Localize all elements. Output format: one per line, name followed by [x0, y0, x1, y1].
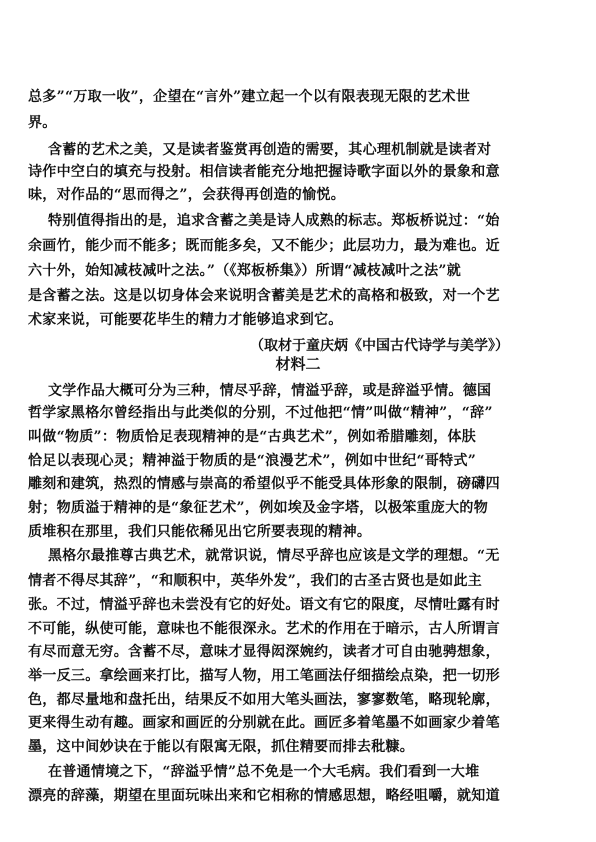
text-line: 情者不得尽其辞”，“和顺积中，英华外发”，我们的古圣古贤也是如此主	[28, 573, 483, 589]
text-line: 六十外，始知减枝减叶之法。”（《郑板桥集》）所谓“减枝减叶之法”就	[28, 263, 462, 279]
text-line: 是含蓄之法。这是以切身体会来说明含蓄美是艺术的高格和极致，对一个艺	[28, 288, 500, 304]
text-line: 界。	[28, 115, 57, 131]
text-line: 在普通情境之下，“辞溢乎情”总不免是一个大毛病。我们看到一大堆	[48, 764, 480, 780]
text-line: 叫做“物质”：物质恰足表现精神的是“古典艺术”，例如希腊雕刻，体肤	[28, 429, 477, 445]
text-line: 墨，这中间妙诀在于能以有限寓无限，抓住精要而排去秕糠。	[28, 739, 415, 755]
text-line: 更来得生动有趣。画家和画匠的分别就在此。画匠多着笔墨不如画家少着笔	[28, 715, 500, 731]
text-line: 有尽而意无穷。含蓄不尽，意味才显得闳深婉约，读者才可自由驰骋想象，	[28, 644, 500, 660]
text-line: 射；物质溢于精神的是“象征艺术”，例如埃及金字塔，以极笨重庞大的物	[28, 500, 489, 516]
text-line: 恰足以表现心灵；精神溢于物质的是“浪漫艺术”，例如中世纪“哥特式”	[28, 453, 477, 469]
text-line: 特别值得指出的是，追求含蓄之美是诗人成熟的标志。郑板桥说过：“始	[48, 213, 500, 229]
text-line: 味，对作品的“思而得之”，会获得再创造的愉悦。	[28, 187, 346, 203]
text-line: 质堆积在那里，我们只能依稀见出它所要表现的精神。	[28, 524, 372, 540]
text-line: 漂亮的辞藻，期望在里面玩味出来和它相称的情感思想，略经咀嚼，就知道	[28, 788, 500, 804]
text-line: 余画竹，能少而不能多；既而能多矣，又不能少；此层功力，最为难也。近	[28, 238, 500, 254]
source-note: （取材于童庆炳《中国古代诗学与美学》）	[250, 338, 509, 354]
text-line: 总多”“万取一收”，企望在“言外”建立起一个以有限表现无限的艺术世	[28, 89, 471, 105]
text-line: 不可能，纵使可能，意味也不能很深永。艺术的作用在于暗示，古人所谓言	[28, 621, 500, 637]
text-line: 黑格尔最推尊古典艺术，就常识说，情尽乎辞也应该是文学的理想。“无	[48, 548, 500, 564]
text-line: 哲学家黑格尔曾经指出与此类似的分别，不过他把“情”叫做“精神”，“辞”	[28, 405, 493, 421]
text-line: 色，都尽量地和盘托出，结果反不如用大笔头画法，寥寥数笔，略现轮廓，	[28, 692, 500, 708]
text-line: 诗作中空白的填充与投射。相信读者能充分地把握诗歌字面以外的景象和意	[28, 164, 500, 180]
text-line: 文学作品大概可分为三种，情尽乎辞，情溢乎辞，或是辞溢乎情。德国	[48, 383, 492, 399]
text-line: 含蓄的艺术之美，又是读者鉴赏再创造的需要，其心理机制就是读者对	[48, 142, 492, 158]
text-line: 举一反三。拿绘画来打比，描写人物，用工笔画法仔细描绘点染，把一切形	[28, 668, 500, 684]
text-line: 雕刻和建筑，热烈的情感与崇高的希望似乎不能受具体形象的限制，磅礴四	[28, 476, 500, 492]
text-line: 张。不过，情溢乎辞也未尝没有它的好处。语文有它的限度，尽情吐露有时	[28, 597, 500, 613]
text-line: 术家来说，可能要花毕生的精力才能够追求到它。	[28, 312, 343, 328]
section-title: 材料二	[275, 355, 321, 373]
